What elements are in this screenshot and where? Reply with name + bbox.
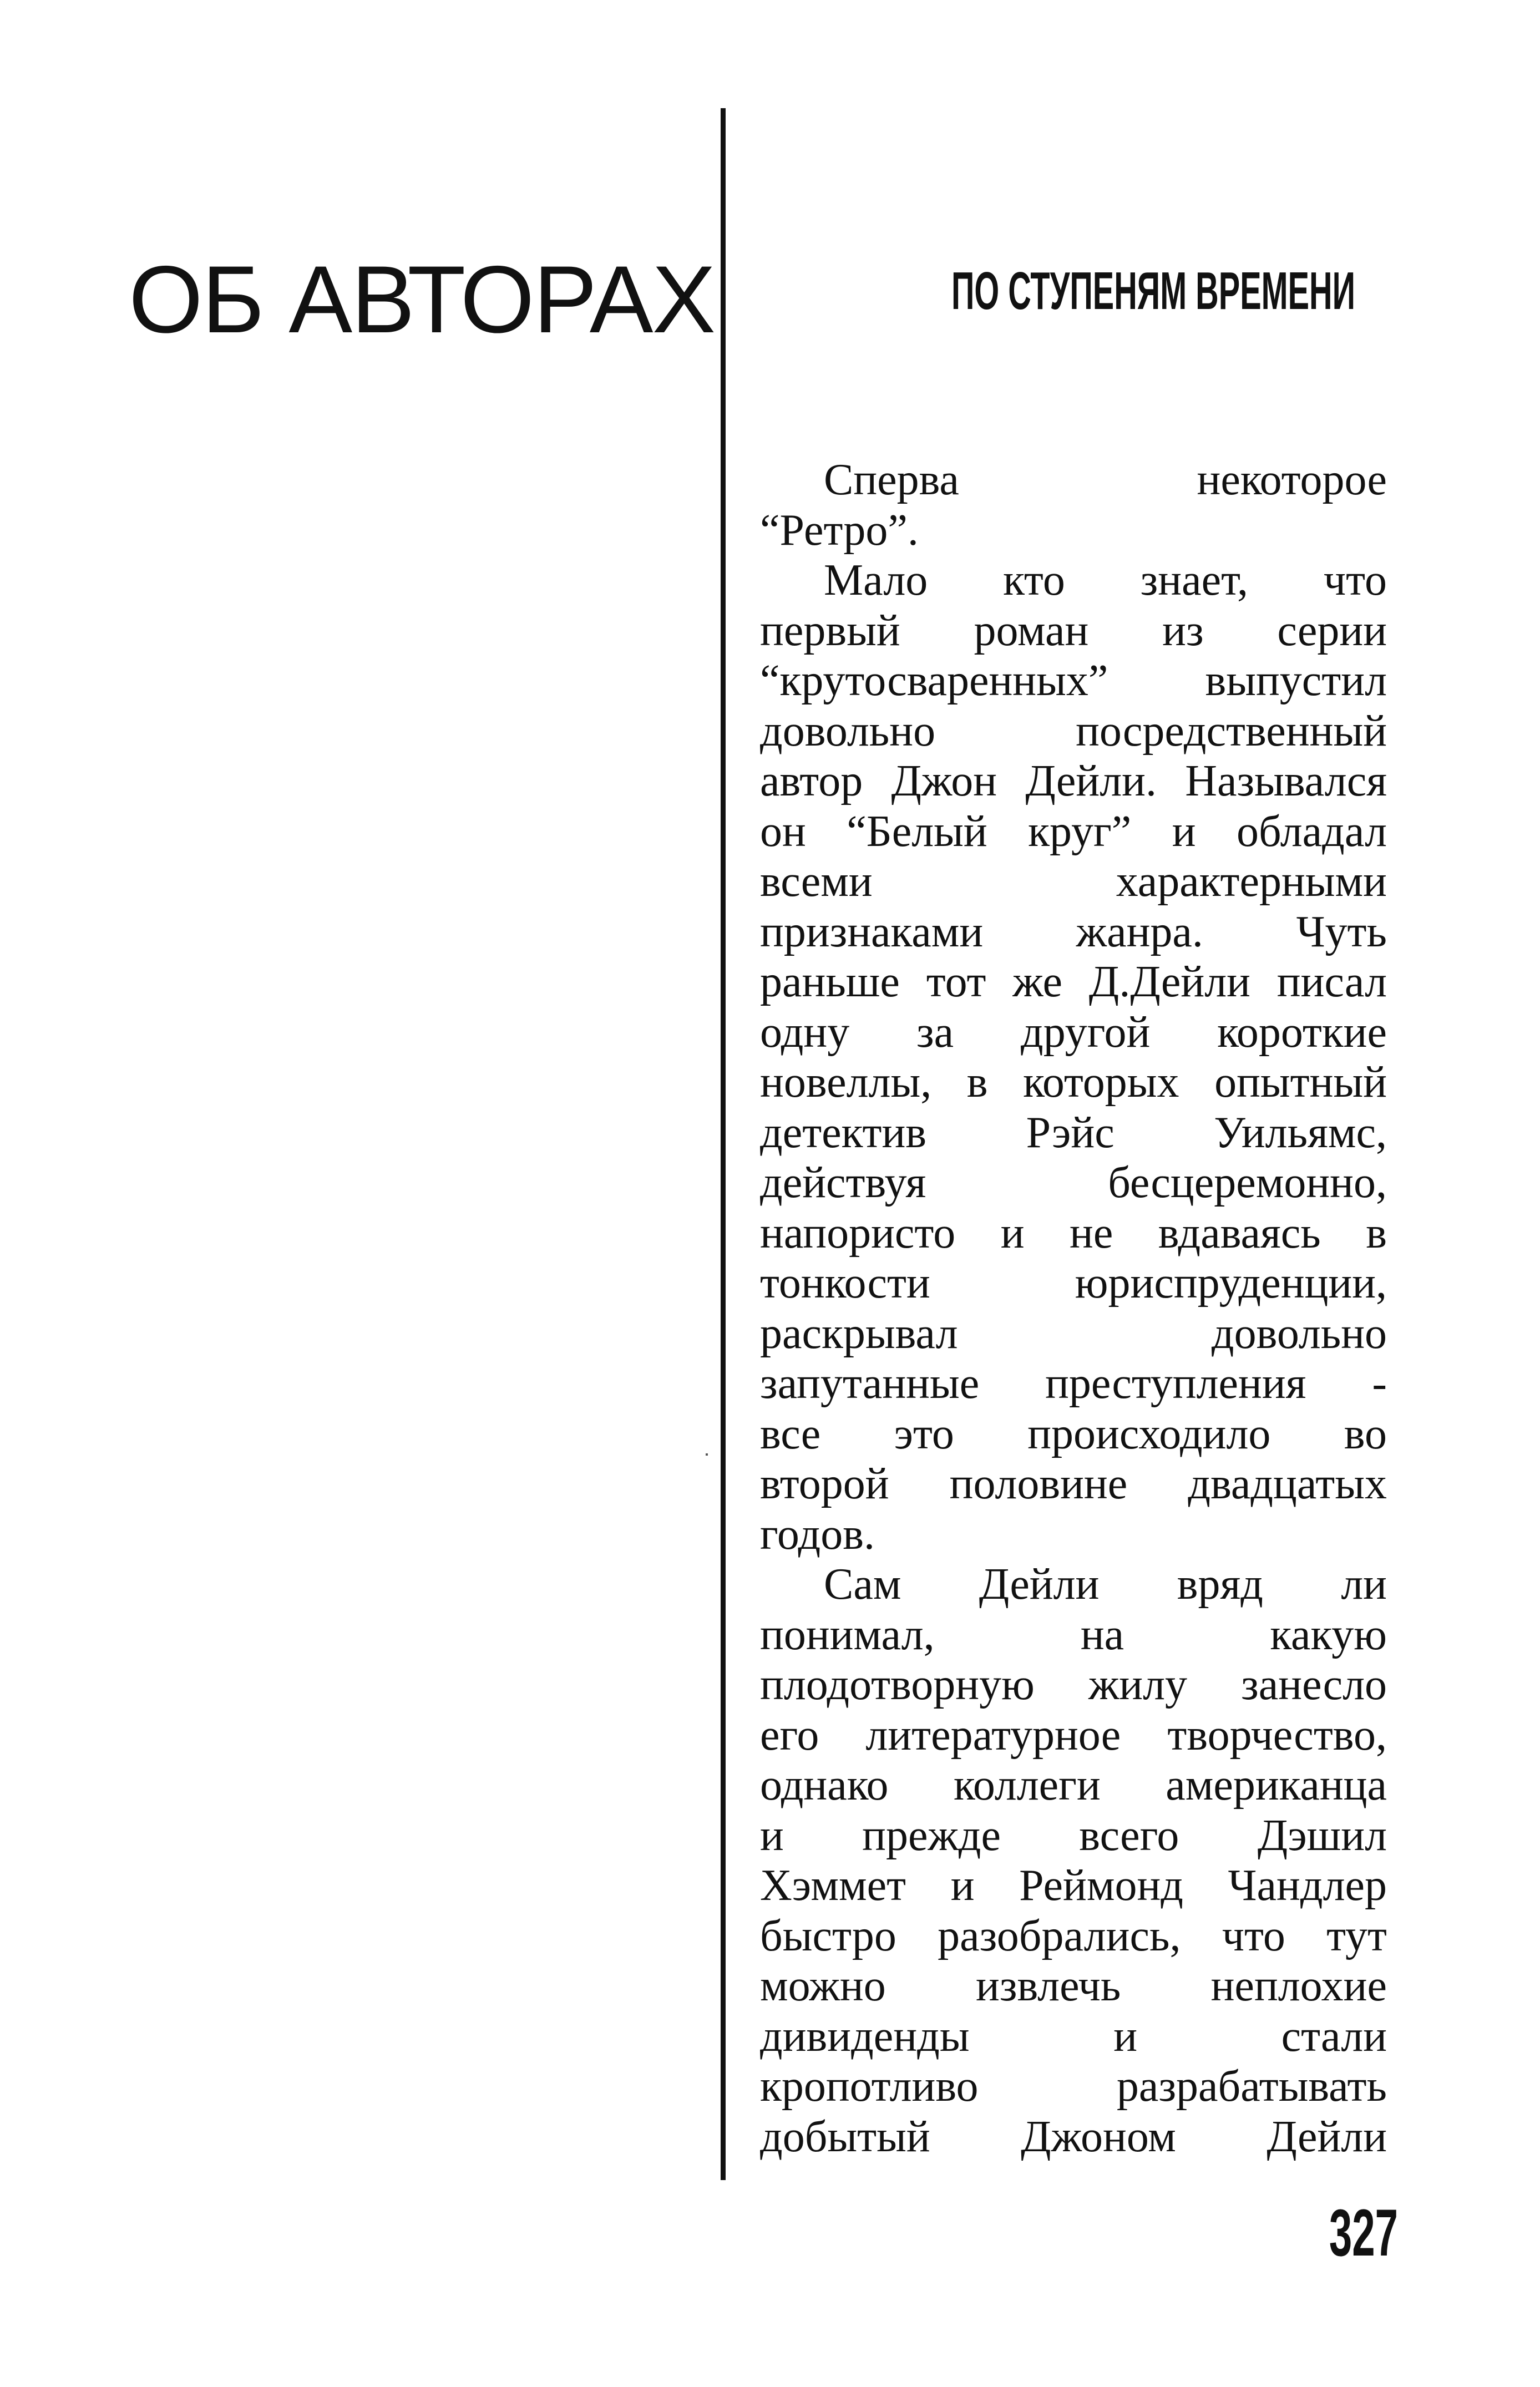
text-line: понимал, на какую <box>760 1610 1387 1659</box>
text-line: тонкости юриспруденции, <box>760 1259 1387 1307</box>
text-line: “крутосваренных” выпустил <box>760 656 1387 705</box>
text-line: годов. <box>760 1509 875 1559</box>
body-text <box>760 455 1387 2162</box>
text-line: дивиденды и стали <box>760 2011 1387 2061</box>
text-line: однако коллеги американца <box>760 1761 1387 1810</box>
text-line: быстро разобрались, что тут <box>760 1911 1387 1960</box>
text-line: признаками жанра. Чуть <box>760 907 1387 956</box>
text-line: запутанные преступления - <box>760 1359 1387 1408</box>
text-line: одну за другой короткие <box>760 1007 1387 1057</box>
text-line: первый роман из серии <box>760 606 1387 655</box>
text-line: плодотворную жилу занесло <box>760 1660 1387 1709</box>
text-line: и прежде всего Дэшил <box>760 1811 1387 1860</box>
text-line: всеми характерными <box>760 857 1387 906</box>
text-line: все это происходило во <box>760 1409 1387 1458</box>
text-line: раньше тот же Д.Дейли писал <box>760 957 1387 1006</box>
text-line: новеллы, в которых опытный <box>760 1058 1387 1107</box>
text-line: Сперва некоторое <box>824 455 1387 504</box>
text-line: его литературное творчество, <box>760 1710 1387 1760</box>
text-line: раскрывал довольно <box>760 1309 1387 1358</box>
text-line: автор Джон Дейли. Назывался <box>760 757 1387 805</box>
text-line: кропотливо разрабатывать <box>760 2062 1387 2111</box>
running-head: ПО СТУПЕНЯМ ВРЕМЕНИ <box>951 261 1356 321</box>
text-line: Хэммет и Реймонд Чандлер <box>760 1861 1387 1910</box>
text-line: действуя бесцеремонно, <box>760 1158 1387 1207</box>
text-line: напористо и не вдаваясь в <box>760 1208 1387 1258</box>
text-line: довольно посредственный <box>760 706 1387 756</box>
text-line: он “Белый круг” и обладал <box>760 807 1387 856</box>
section-title: ОБ АВТОРАХ <box>129 246 715 353</box>
text-line: детектив Рэйс Уильямс, <box>760 1108 1387 1157</box>
column-divider <box>721 108 726 2180</box>
text-line: “Ретро”. <box>760 505 919 555</box>
text-line: можно извлечь неплохие <box>760 1962 1387 2010</box>
text-line: Сам Дейли вряд ли <box>824 1560 1387 1609</box>
page-number: 327 <box>1329 2196 1398 2270</box>
text-line: второй половине двадцатых <box>760 1459 1387 1508</box>
print-speck <box>706 1453 708 1456</box>
text-line: Мало кто знает, что <box>824 556 1387 605</box>
text-line: добытый Джоном Дейли <box>760 2112 1387 2161</box>
